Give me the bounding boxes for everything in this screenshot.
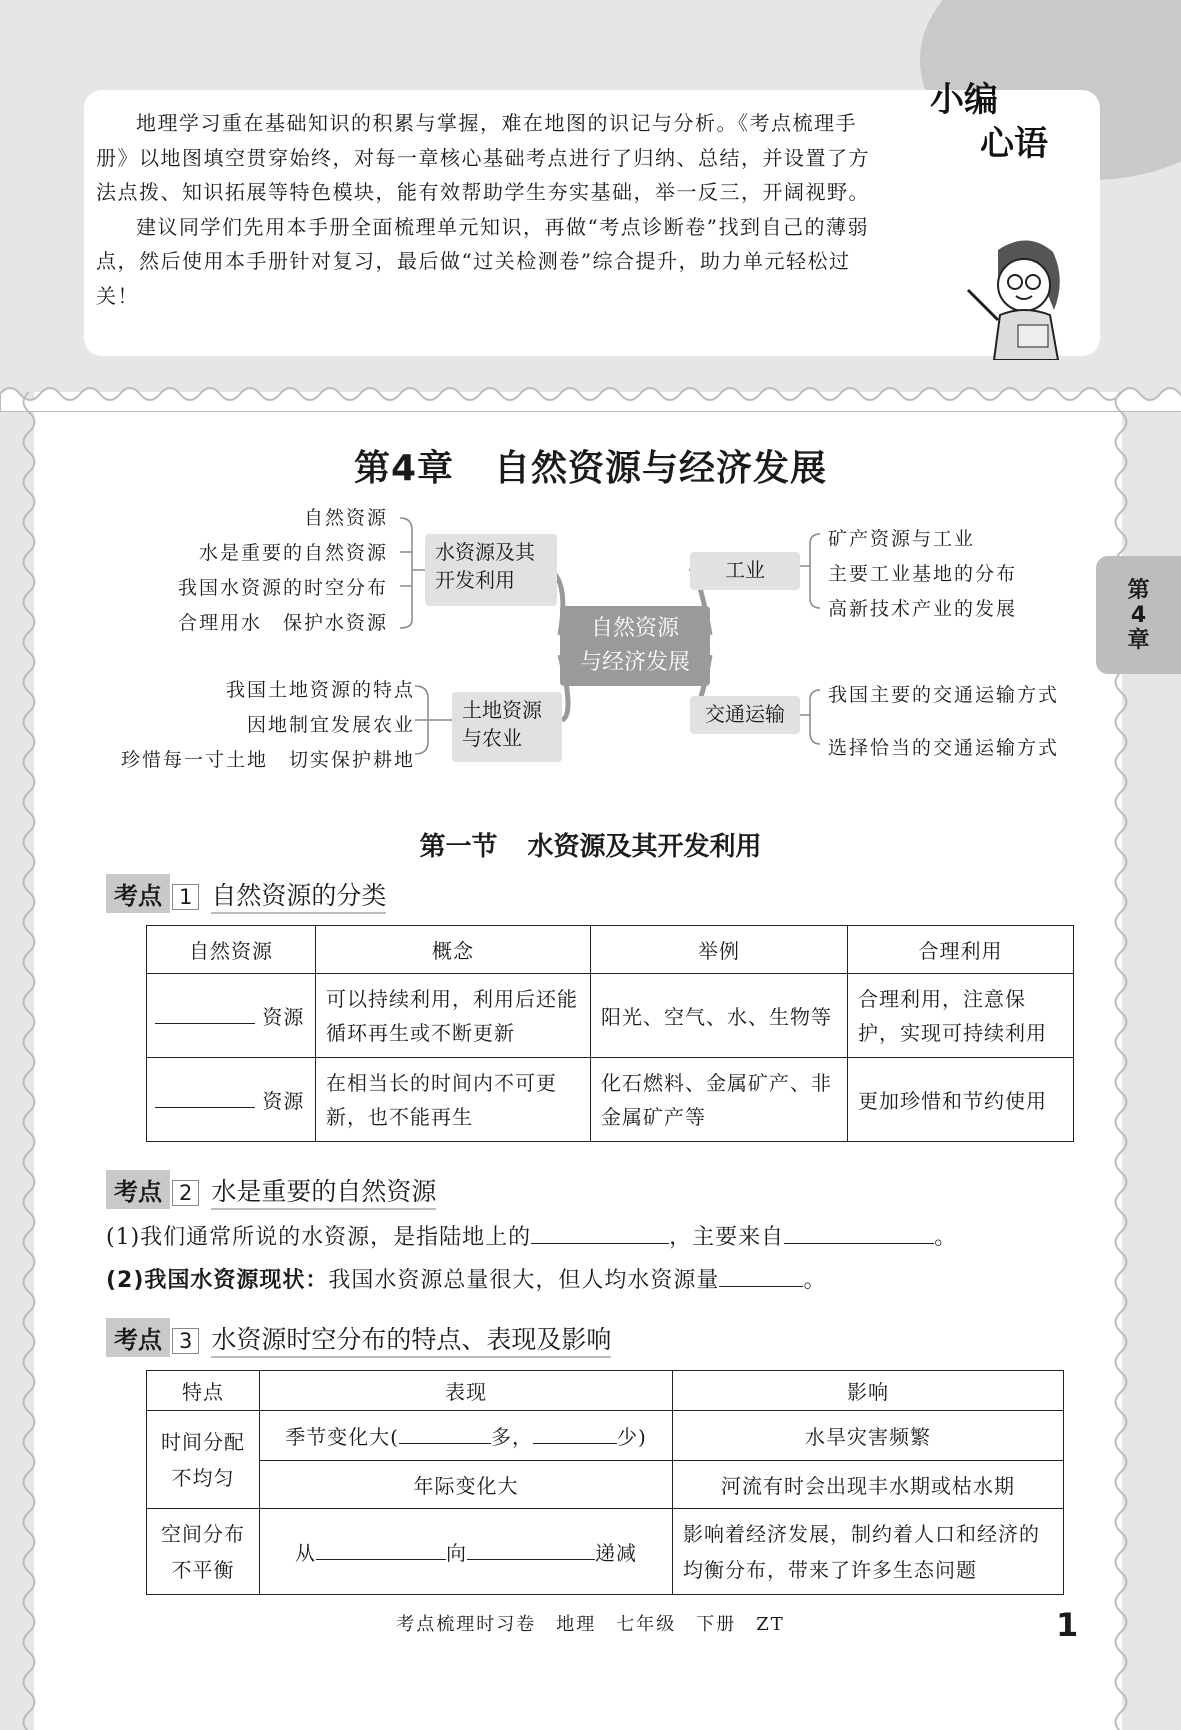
kaodian-badge: 考点 (106, 874, 170, 913)
editor-label-line2: 心语 (980, 124, 1048, 164)
table-cell: 化石燃料、金属矿产、非金属矿产等 (591, 1058, 848, 1142)
table-cell: 可以持续利用，利用后还能循环再生或不断更新 (316, 974, 591, 1058)
table-cell: 合理利用，注意保护，实现可持续利用 (848, 974, 1074, 1058)
kaodian-title: 水资源时空分布的特点、表现及影响 (211, 1325, 611, 1358)
kaodian-number: 2 (172, 1180, 199, 1206)
mindmap-water-item-4: 合理用水 保护水资源 (177, 612, 388, 634)
table-cell: 在相当长的时间内不可更新，也不能再生 (316, 1058, 591, 1142)
mindmap-center (560, 606, 710, 686)
kaodian-number: 3 (172, 1328, 199, 1354)
mindmap-land-item-1: 我国土地资源的特点 (225, 679, 415, 701)
mindmap-land-item-2: 因地制宜发展农业 (246, 714, 415, 736)
mindmap-industry-item-3: 高新技术产业的发展 (828, 598, 1018, 620)
table-header: 自然资源 (147, 926, 316, 974)
side-tab-line2: 4 (1130, 603, 1147, 628)
footer-book: 考点梳理时习卷 (396, 1614, 537, 1635)
kaodian-2-line-1 (106, 1220, 957, 1251)
table-cell: 空间分布不平衡 (147, 1509, 260, 1595)
mindmap-industry-item-2: 主要工业基地的分布 (828, 563, 1018, 585)
fill-blank[interactable] (155, 1107, 255, 1108)
section-title (0, 826, 1181, 863)
section-name: 水资源及其开发利用 (527, 832, 762, 862)
cell-text: 从 (295, 1541, 316, 1565)
line-text: 我国水资源总量很大，但人均水资源量 (328, 1268, 720, 1293)
table-cell: 水旱灾害频繁 (673, 1411, 1064, 1461)
fill-blank[interactable] (467, 1559, 595, 1560)
mindmap-land-box (452, 692, 562, 762)
footer-code: ZT (756, 1614, 785, 1635)
center-line2: 与经济发展 (579, 650, 690, 675)
table-header: 举例 (591, 926, 848, 974)
table-header: 影响 (673, 1371, 1064, 1411)
table-header: 概念 (316, 926, 591, 974)
intro-paragraph-2: 建议同学们先用本手册全面梳理单元知识，再做“考点诊断卷”找到自己的薄弱点，然后使用本手册针对复习，最后做“过关检测卷”综合提升，助力单元轻松过关！ (96, 214, 869, 308)
land-box-line2: 与农业 (462, 726, 522, 750)
table-row (147, 1509, 1064, 1595)
kaodian-number: 1 (172, 884, 199, 910)
mindmap-land-item-3: 珍惜每一寸土地 切实保护耕地 (120, 749, 415, 771)
line-text: (1)我们通常所说的水资源，是指陆地上的 (106, 1225, 532, 1250)
intro-paragraph-1: 地理学习重在基础知识的积累与掌握，难在地图的识记与分析。《考点梳理手册》以地图填空贯穿始终，对每一章核心基础考点进行了归纳、总结，并设置了方法点拨、知识拓展等特色模块，能有效帮助学生夯实基础，举一反三，开阔视野。 (96, 111, 870, 204)
cell-text: 多， (491, 1425, 533, 1449)
table-header: 表现 (260, 1371, 673, 1411)
cell-text: 向 (446, 1541, 467, 1565)
mindmap-transport-box: 交通运输 (690, 696, 800, 734)
table-header: 特点 (147, 1371, 260, 1411)
page-footer (0, 1610, 1181, 1636)
cell-text: 资源 (262, 1005, 305, 1029)
table-cell (260, 1509, 673, 1595)
mindmap-transport-item-2: 选择恰当的交通运输方式 (828, 737, 1060, 759)
mindmap-water-item-2: 水是重要的自然资源 (198, 542, 388, 564)
intro-text (96, 106, 880, 313)
editor-label-line1: 小编 (930, 80, 998, 120)
line-text: ，主要来自 (669, 1225, 785, 1250)
editor-note-label (930, 78, 1048, 166)
table-cell (147, 974, 316, 1058)
fill-blank[interactable] (719, 1286, 803, 1287)
kaodian-badge: 考点 (106, 1318, 170, 1357)
water-box-line2: 开发利用 (435, 568, 515, 592)
table-cell (147, 1058, 316, 1142)
water-distribution-table (146, 1370, 1064, 1595)
table-row (147, 1461, 1064, 1509)
cell-text: 少) (617, 1425, 647, 1449)
kaodian-badge: 考点 (106, 1170, 170, 1209)
chapter-name: 自然资源与经济发展 (494, 448, 828, 489)
mindmap-transport-item-1: 我国主要的交通运输方式 (828, 684, 1060, 706)
table-cell: 更加珍惜和节约使用 (848, 1058, 1074, 1142)
footer-subject: 地理 (556, 1614, 597, 1635)
side-tab-line3: 章 (1127, 628, 1150, 653)
kaodian-2-line-2 (106, 1263, 826, 1294)
fill-blank[interactable] (533, 1443, 617, 1444)
center-line1: 自然资源 (590, 616, 679, 641)
wavy-border (0, 372, 1181, 412)
table-row (147, 1411, 1064, 1461)
side-tab-line1: 第 (1127, 578, 1150, 603)
chapter-number: 第4章 (353, 448, 455, 489)
kaodian-3-heading (106, 1318, 611, 1357)
section-number: 第一节 (419, 832, 498, 862)
mindmap-water-item-1: 自然资源 (303, 507, 388, 529)
cell-text: 季节变化大( (285, 1425, 399, 1449)
kaodian-1-heading (106, 874, 386, 913)
table-row (147, 974, 1074, 1058)
chapter-title (0, 440, 1181, 491)
table-row (147, 1058, 1074, 1142)
fill-blank[interactable] (784, 1243, 934, 1244)
table-cell (260, 1411, 673, 1461)
fill-blank[interactable] (399, 1443, 491, 1444)
footer-grade: 七年级 (616, 1614, 677, 1635)
mindmap-industry-box: 工业 (690, 552, 800, 590)
mindmap-industry-item-1: 矿产资源与工业 (828, 528, 976, 550)
cartoon-girl-icon (958, 230, 1078, 360)
cell-text: 递减 (595, 1541, 637, 1565)
fill-blank[interactable] (316, 1559, 446, 1560)
line-text: 。 (934, 1225, 958, 1250)
kaodian-2-heading (106, 1170, 436, 1209)
footer-volume: 下册 (696, 1614, 737, 1635)
table-cell: 影响着经济发展，制约着人口和经济的均衡分布，带来了许多生态问题 (673, 1509, 1064, 1595)
table-cell: 时间分配不均匀 (147, 1411, 260, 1509)
fill-blank[interactable] (531, 1243, 669, 1244)
line-bold-text: (2)我国水资源现状： (106, 1268, 329, 1293)
resource-classification-table (146, 925, 1074, 1142)
mindmap-water-item-3: 我国水资源的时空分布 (177, 577, 388, 599)
kaodian-title: 水是重要的自然资源 (211, 1177, 436, 1210)
table-cell: 阳光、空气、水、生物等 (591, 974, 848, 1058)
fill-blank[interactable] (155, 1023, 255, 1024)
line-text: 。 (803, 1268, 827, 1293)
mindmap-water-box (425, 534, 557, 606)
water-box-line1: 水资源及其 (435, 540, 535, 564)
kaodian-title: 自然资源的分类 (211, 881, 386, 914)
table-cell: 河流有时会出现丰水期或枯水期 (673, 1461, 1064, 1509)
table-cell: 年际变化大 (260, 1461, 673, 1509)
table-header: 合理利用 (848, 926, 1074, 974)
land-box-line1: 土地资源 (462, 698, 542, 722)
page-number: 1 (1056, 1606, 1079, 1644)
cell-text: 资源 (262, 1089, 305, 1113)
